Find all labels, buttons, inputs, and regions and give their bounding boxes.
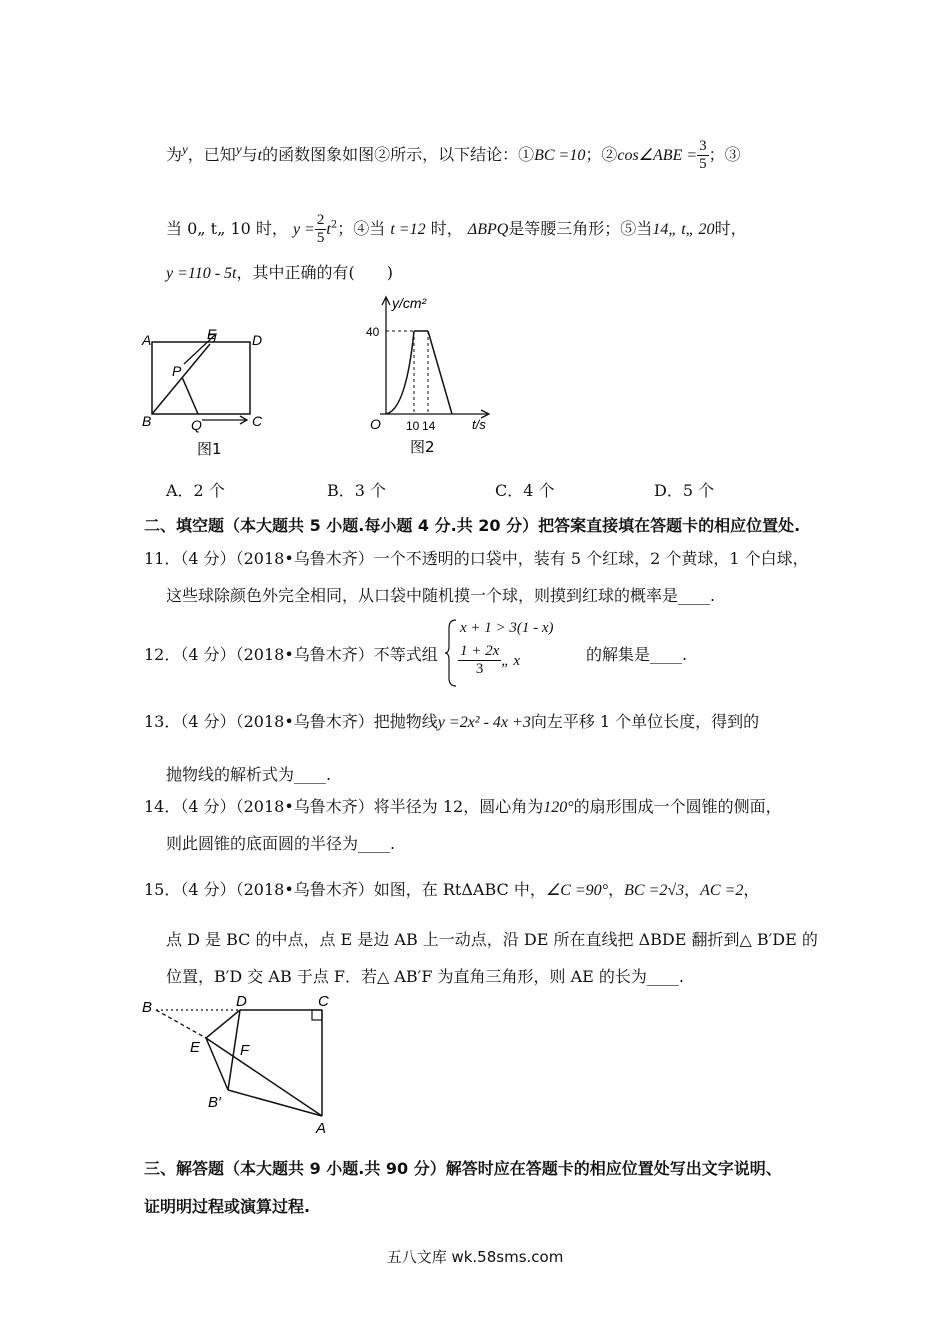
footer-watermark: 五八文库 wk.58sms.com xyxy=(386,1248,564,1266)
figure-2-caption: 图2 xyxy=(410,438,435,456)
section-3-title-line2: 证明明过程或演算过程. xyxy=(144,1197,311,1216)
figure-2-graph xyxy=(362,292,502,458)
section-2-title: 二、填空题（本大题共 5 小题.每小题 4 分.共 20 分）把答案直接填在答题卡的相应位置处. xyxy=(144,516,801,535)
q12-inequality-1: x + 1 > 3(1 - x) xyxy=(460,620,554,636)
origin-label: O xyxy=(370,416,381,432)
label-A: A xyxy=(316,1120,327,1137)
q14-line1: 14．（4 分）（2018•乌鲁木齐）将半径为 12，圆心角为120°的扇形围成一个圆锥的侧面， xyxy=(144,797,782,816)
option-b: B．3 个 xyxy=(327,481,387,500)
q12-suffix: 的解集是____. xyxy=(586,645,688,664)
q11-line1: 11．（4 分）（2018•乌鲁木齐）一个不透明的口袋中，装有 5 个红球，2 个黄球，1 个白球， xyxy=(144,549,809,568)
q12-inequality-2: $\frac{1 + 2x}{3}$ „ x xyxy=(460,643,521,677)
label-D: D xyxy=(236,993,247,1010)
y-axis-label: y/cm² xyxy=(392,295,427,311)
figure-q15-triangle xyxy=(140,992,340,1137)
label-A: A xyxy=(142,332,152,348)
q15-line1: 15．（4 分）（2018•乌鲁木齐）如图，在 RtΔABC 中，∠C =90°，BC =2√3，AC =2， xyxy=(144,880,760,899)
label-F: F xyxy=(240,1042,250,1059)
label-D: D xyxy=(252,332,263,348)
x-tick-10: 10 xyxy=(406,419,420,433)
label-B-prime: B′ xyxy=(208,1094,221,1111)
x-tick-14: 14 xyxy=(422,419,436,433)
label-C: C xyxy=(252,413,263,429)
figure-1-caption: 图1 xyxy=(197,440,222,458)
figure-1-rectangle xyxy=(140,322,280,462)
fraction-2-5: $\frac{2}{5}$ xyxy=(316,212,325,246)
q10-line1: 为$^y$，已知$^y$与t的函数图象如图②所示，以下结论：①BC =10；②cos∠ABE = $\frac{3}{5}$ ；③ xyxy=(166,138,741,172)
q12-prefix: 12．（4 分）（2018•乌鲁木齐）不等式组 xyxy=(144,645,438,664)
label-P: P xyxy=(172,363,182,379)
q15-line2: 点 D 是 BC 的中点，点 E 是边 AB 上一动点，沿 DE 所在直线把 ΔBDE 翻折到△ B′DE 的 xyxy=(166,930,818,949)
section-3-title-line1: 三、解答题（本大题共 9 小题.共 90 分）解答时应在答题卡的相应位置处写出文字说明、 xyxy=(144,1159,782,1178)
label-B: B xyxy=(142,999,153,1016)
label-Q: Q xyxy=(191,417,202,433)
q10-line3: y =110 - 5t，其中正确的有( ) xyxy=(166,263,393,282)
fraction-3-5: $\frac{3}{5}$ xyxy=(699,138,707,172)
q13-line2: 抛物线的解析式为____. xyxy=(166,765,332,784)
q13-line1: 13．（4 分）（2018•乌鲁木齐）把抛物线y =2x² - 4x +3向左平移 1 个单位长度，得到的 xyxy=(144,712,760,731)
option-c: C．4 个 xyxy=(495,481,555,500)
x-axis-label: t/s xyxy=(472,417,486,432)
option-a: A．2 个 xyxy=(166,481,225,500)
q11-line2: 这些球除颜色外完全相同，从口袋中随机摸一个球，则摸到红球的概率是____. xyxy=(166,586,716,605)
q14-line2: 则此圆锥的底面圆的半径为____. xyxy=(166,834,396,853)
label-E: E xyxy=(207,326,217,342)
label-C: C xyxy=(318,993,329,1010)
y-tick-40: 40 xyxy=(366,325,380,339)
label-E: E xyxy=(190,1039,201,1056)
fraction-1plus2x-3: $\frac{1 + 2x}{3}$ xyxy=(460,643,500,677)
q10-line2: 当 0„ t„ 10 时， y = $\frac{2}{5}$ $t^2$；④当 t =12 时， ΔBPQ是等腰三角形；⑤当14„ t„ 20时， xyxy=(166,212,747,246)
q15-line3: 位置，B′D 交 AB 于点 F．若△ AB′F 为直角三角形，则 AE 的长为____. xyxy=(166,967,684,986)
option-d: D．5 个 xyxy=(654,481,715,500)
label-B: B xyxy=(142,413,152,429)
brace-icon xyxy=(444,618,458,688)
